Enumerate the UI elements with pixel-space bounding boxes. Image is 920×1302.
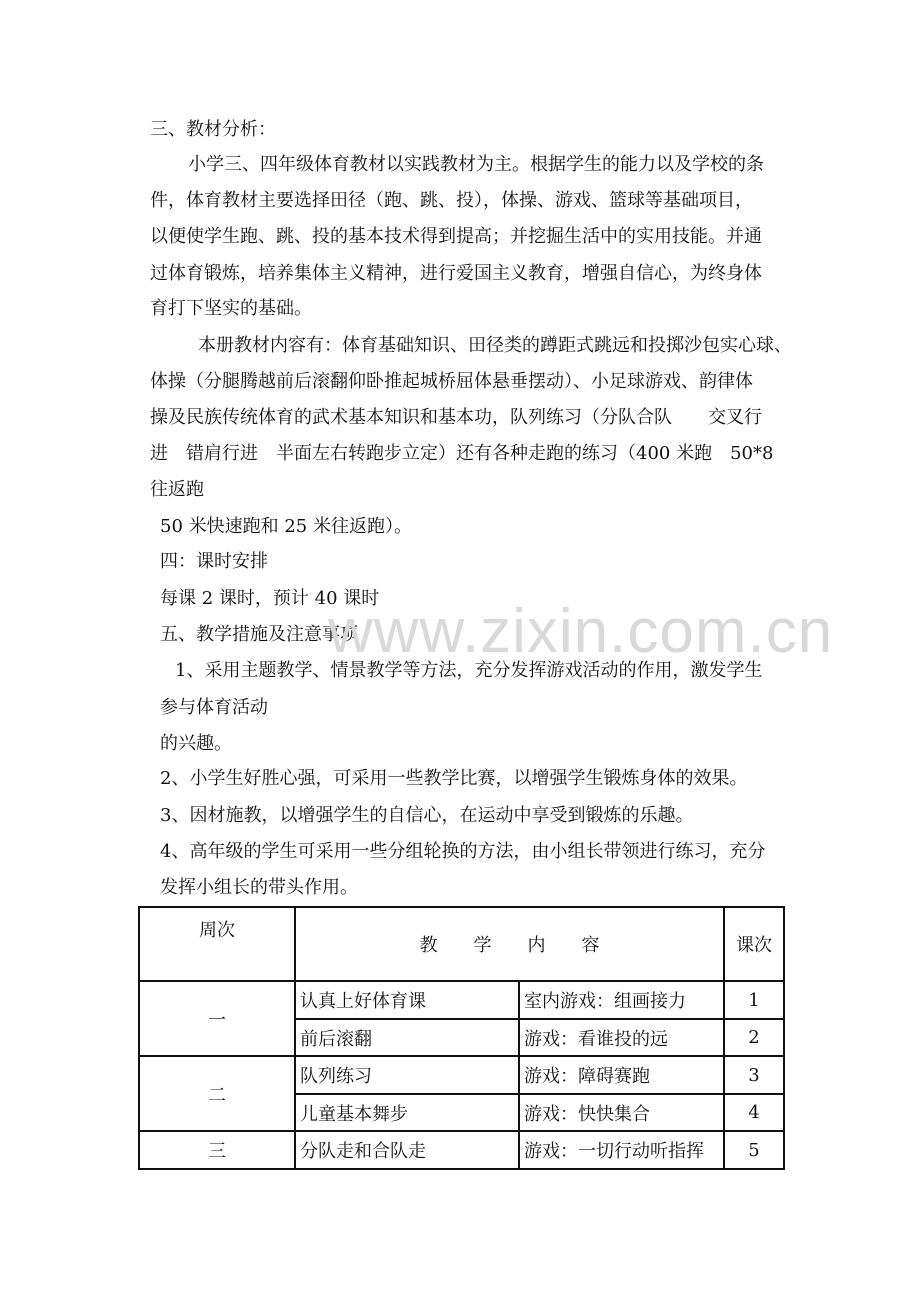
paragraph-line: 往返跑 xyxy=(150,479,204,500)
paragraph-line: 件，体育教材主要选择田径（跑、跳、投），体操、游戏、篮球等基础项目， xyxy=(150,190,753,211)
week-cell: 一 xyxy=(139,981,295,1056)
paragraph-line: 育打下坚实的基础。 xyxy=(150,298,312,319)
table-header-row xyxy=(139,907,784,981)
paragraph-line: 2、小学生好胜心强，可采用一些教学比赛，以增强学生锻炼身体的效果。 xyxy=(160,768,748,789)
game-cell: 室内游戏：组画接力 xyxy=(519,981,724,1019)
paragraph-line: 4、高年级的学生可采用一些分组轮换的方法，由小组长带领进行练习，充分 xyxy=(160,841,766,862)
paragraph-line: 1、采用主题教学、情景教学等方法，充分发挥游戏活动的作用，激发学生 xyxy=(175,660,763,681)
paragraph-line: 操及民族传统体育的武术基本知识和基本功，队列练习（分队合队 交叉行 xyxy=(150,407,762,428)
section-heading-5: 五、教学措施及注意事项 xyxy=(160,624,358,645)
watermark: www.zixin.com.cn xyxy=(328,597,834,666)
lesson-cell: 1 xyxy=(724,981,784,1019)
paragraph-line: 过体育锻炼，培养集体主义精神，进行爱国主义教育，增强自信心，为终身体 xyxy=(150,263,762,284)
game-cell: 游戏：看谁投的远 xyxy=(519,1019,724,1056)
table-row xyxy=(139,981,784,1019)
content-cell: 儿童基本舞步 xyxy=(295,1094,519,1131)
content-cell: 前后滚翻 xyxy=(295,1019,519,1056)
lesson-cell: 5 xyxy=(724,1131,784,1169)
paragraph-line: 50 米快速跑和 25 米往返跑）。 xyxy=(160,516,412,537)
paragraph-line: 本册教材内容有：体育基础知识、田径类的蹲距式跳远和投掷沙包实心球、 xyxy=(198,335,792,356)
content-cell: 队列练习 xyxy=(295,1056,519,1094)
game-cell: 游戏：障碍赛跑 xyxy=(519,1056,724,1094)
paragraph-line: 每课 2 课时，预计 40 课时 xyxy=(160,588,380,609)
paragraph-line: 的兴趣。 xyxy=(160,733,232,754)
paragraph-line: 参与体育活动 xyxy=(160,697,268,718)
header-lesson: 课次 xyxy=(724,907,784,981)
content-cell: 分队走和合队走 xyxy=(295,1131,519,1169)
game-cell: 游戏：一切行动听指挥 xyxy=(519,1131,724,1169)
header-week: 周次 xyxy=(139,907,295,981)
paragraph-line: 发挥小组长的带头作用。 xyxy=(160,877,358,898)
week-cell: 三 xyxy=(139,1131,295,1169)
paragraph-line: 小学三、四年级体育教材以实践教材为主。根据学生的能力以及学校的条 xyxy=(188,154,764,175)
schedule-table xyxy=(138,906,785,1170)
lesson-cell: 2 xyxy=(724,1019,784,1056)
table-row xyxy=(139,1056,784,1094)
section-heading-4: 四：课时安排 xyxy=(160,551,268,572)
section-heading-3: 三、教材分析： xyxy=(150,119,276,140)
paragraph-line: 3、因材施教，以增强学生的自信心，在运动中享受到锻炼的乐趣。 xyxy=(160,805,694,826)
content-cell: 认真上好体育课 xyxy=(295,981,519,1019)
game-cell: 游戏：快快集合 xyxy=(519,1094,724,1131)
lesson-cell: 4 xyxy=(724,1094,784,1131)
paragraph-line: 进 错肩行进 半面左右转跑步立定）还有各种走跑的练习（400 米跑 50*8 xyxy=(150,443,774,464)
table-row xyxy=(139,1131,784,1169)
week-cell: 二 xyxy=(139,1056,295,1131)
paragraph-line: 体操（分腿腾越前后滚翻仰卧推起城桥屈体悬垂摆动）、小足球游戏、韵律体 xyxy=(150,371,753,392)
lesson-cell: 3 xyxy=(724,1056,784,1094)
header-content: 教 学 内 容 xyxy=(295,907,724,981)
paragraph-line: 以便使学生跑、跳、投的基本技术得到提高；并挖掘生活中的实用技能。并通 xyxy=(150,226,762,247)
